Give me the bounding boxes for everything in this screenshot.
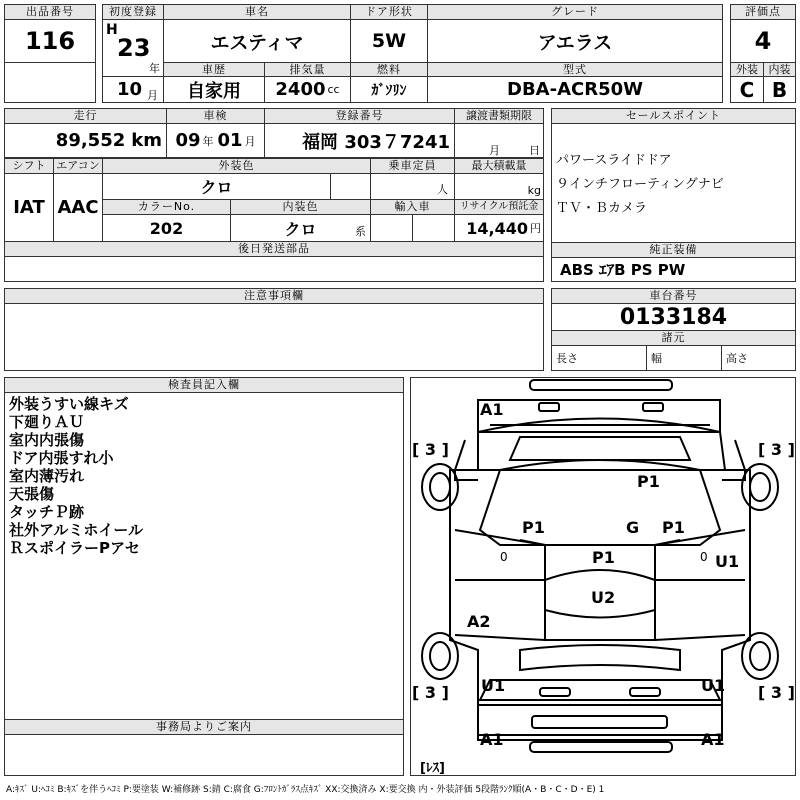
color-number-label: カラーNo. [102,199,231,215]
note-item: 社外アルミホイール [9,521,144,539]
mark-right-u1-lower: U1 [701,676,726,695]
interior-grade-label: 内装 [763,62,796,77]
rear-right-wheel [742,633,778,679]
front-right-wheel [742,464,778,510]
mileage-unit: km [131,130,162,151]
recycle-label: リサイクル預託金 [454,199,544,215]
displacement-unit: cc [327,83,340,96]
max-load-unit: kg [527,184,541,197]
note-item: タッチＰ跡 [9,503,85,521]
mark-tire-front-right: [ 3 ] [758,440,795,459]
score-label: 評価点 [730,4,796,20]
mark-door-right: 0 [700,550,708,564]
exterior-color: クロ [102,173,331,200]
spec-label: 諸元 [551,330,796,346]
mark-left-a2: A2 [467,612,491,631]
mark-right-u1: U1 [715,552,740,571]
mark-door-left: 0 [500,550,508,564]
chassis-label: 車台番号 [551,288,796,304]
lot-number: 116 [4,19,96,63]
equipment: ABS ｴｱB PS PW [551,257,796,282]
ac: AAC [53,173,103,242]
era: H [106,22,118,38]
mileage-label: 走行 [4,108,167,124]
inspector-notes-label: 検査員記入欄 [4,377,404,393]
note-item: 室内薄汚れ [9,467,85,485]
mark-tire-rear-left: [ 3 ] [412,683,449,702]
inspection-year: 09 [175,130,201,151]
reg-month-unit: 月 [147,89,158,102]
mark-pillar-right-p1: P1 [662,518,685,537]
width-label: 幅 [646,345,722,371]
office-info-label: 事務局よりご案内 [4,719,404,735]
reg-year: 23 [117,34,151,62]
model-code: DBA-ACR50W [427,76,723,103]
recycle-unit: 円 [530,222,541,235]
shift: IAT [4,173,54,242]
fuel-label: 燃料 [350,62,428,77]
registration-number: 福岡 303７7241 [264,123,455,158]
inspection-month: 01 [217,130,243,151]
length-label: 長さ [551,345,647,371]
mark-glass-g: G [626,518,640,537]
mark-rear-a1-right: A1 [701,730,725,749]
color-number: 202 [102,214,231,242]
note-item: ＲスポイラーPアセ [9,539,140,557]
lot-number-label: 出品番号 [4,4,96,20]
front-bumper-outline [530,380,672,390]
reg-month: 10 [117,79,143,100]
displacement-value: 2400 [275,79,326,100]
mark-tire-front-left: [ 3 ] [412,440,449,459]
mark-a1-front: A1 [480,400,504,419]
mark-spare-tire: [ﾚｽ] [420,761,445,776]
history: 自家用 [163,76,265,103]
mileage-value: 89,552 [55,130,126,151]
footer-legend: A:ｷｽﾞ U:ﾍｺﾐ B:ｷｽﾞを伴うﾍｺﾐ P:要塗装 W:補修跡 S:錆 C:腐食 G:ﾌﾛﾝﾄｶﾞﾗｽ点ｷｽﾞ XX:交換済み X:要交換 内・外装評価 5段階ﾗﾝｸ順(A・B・C・D・E) 1 [6,785,605,795]
interior-color-value: クロ [284,219,317,239]
hood-outline [478,400,720,432]
shift-label: シフト [4,158,54,174]
note-item: 室内内張傷 [9,431,85,449]
door-type-label: ドア形状 [350,4,428,20]
mark-floor-u2: U2 [591,588,616,607]
sales-points-label: セールスポイント [551,108,796,124]
transfer-deadline-label: 譲渡書類期限 [454,108,544,124]
registration-number-label: 登録番号 [264,108,455,124]
chassis-number: 0133184 [551,303,796,331]
exterior-grade: C [730,76,764,103]
grade: アエラス [427,19,723,63]
recycle-value: 14,440 [466,218,528,238]
inspection-label: 車検 [166,108,265,124]
history-label: 車歴 [163,62,265,77]
note-item: 外装うすい線キズ [9,395,129,413]
front-left-wheel [422,464,458,510]
first-registration-label: 初度登録 [102,4,164,20]
capacity-label: 乗車定員 [370,158,455,174]
note-item: ドア内張すれ小 [9,449,114,467]
interior-grade: B [763,76,796,103]
ac-label: エアコン [53,158,103,174]
mark-floor-p1: P1 [592,548,615,567]
door-type: 5W [350,19,428,63]
sales-point: ９インチフローティングナビ [556,177,724,192]
later-parts-label: 後日発送部品 [4,241,544,257]
sales-point: パワースライドドア [556,153,672,168]
capacity-unit: 人 [437,183,448,196]
mark-left-u1: U1 [481,676,506,695]
note-item: 天張傷 [9,485,55,503]
rear-left-wheel [422,633,458,679]
tailgate-outline [480,680,720,700]
car-name: エスティマ [163,19,351,63]
model-code-label: 型式 [427,62,723,77]
transfer-month-unit: 月 [489,144,500,157]
transfer-day-unit: 日 [529,144,540,157]
score: 4 [730,19,796,63]
mark-tire-rear-right: [ 3 ] [758,683,795,702]
mark-rear-a1-left: A1 [480,730,504,749]
windshield-outline [478,419,725,471]
import-label: 輸入車 [370,199,455,215]
fuel: ｶﾞｿﾘﾝ [350,76,428,103]
sales-point: ＴＶ・Ｂカメラ [556,201,648,216]
interior-color-label: 内装色 [230,199,371,215]
exterior-grade-label: 外装 [730,62,764,77]
inspection-year-unit: 年 [202,134,214,148]
mark-roof-p1: P1 [637,472,660,491]
inspection-month-unit: 月 [244,134,256,148]
rear-bumper-outline [478,705,722,735]
mark-pillar-left-p1: P1 [522,518,545,537]
displacement-label: 排気量 [264,62,351,77]
note-item: 下廻りＡＵ [9,413,85,431]
height-label: 高さ [721,345,796,371]
caution-label: 注意事項欄 [4,288,544,304]
max-load-label: 最大積載量 [454,158,544,174]
car-name-label: 車名 [163,4,351,20]
exterior-color-label: 外装色 [102,158,371,174]
grade-label: グレード [427,4,723,20]
equipment-label: 純正装備 [551,242,796,258]
interior-color-unit: 系 [355,225,366,238]
reg-year-unit: 年 [149,62,160,75]
